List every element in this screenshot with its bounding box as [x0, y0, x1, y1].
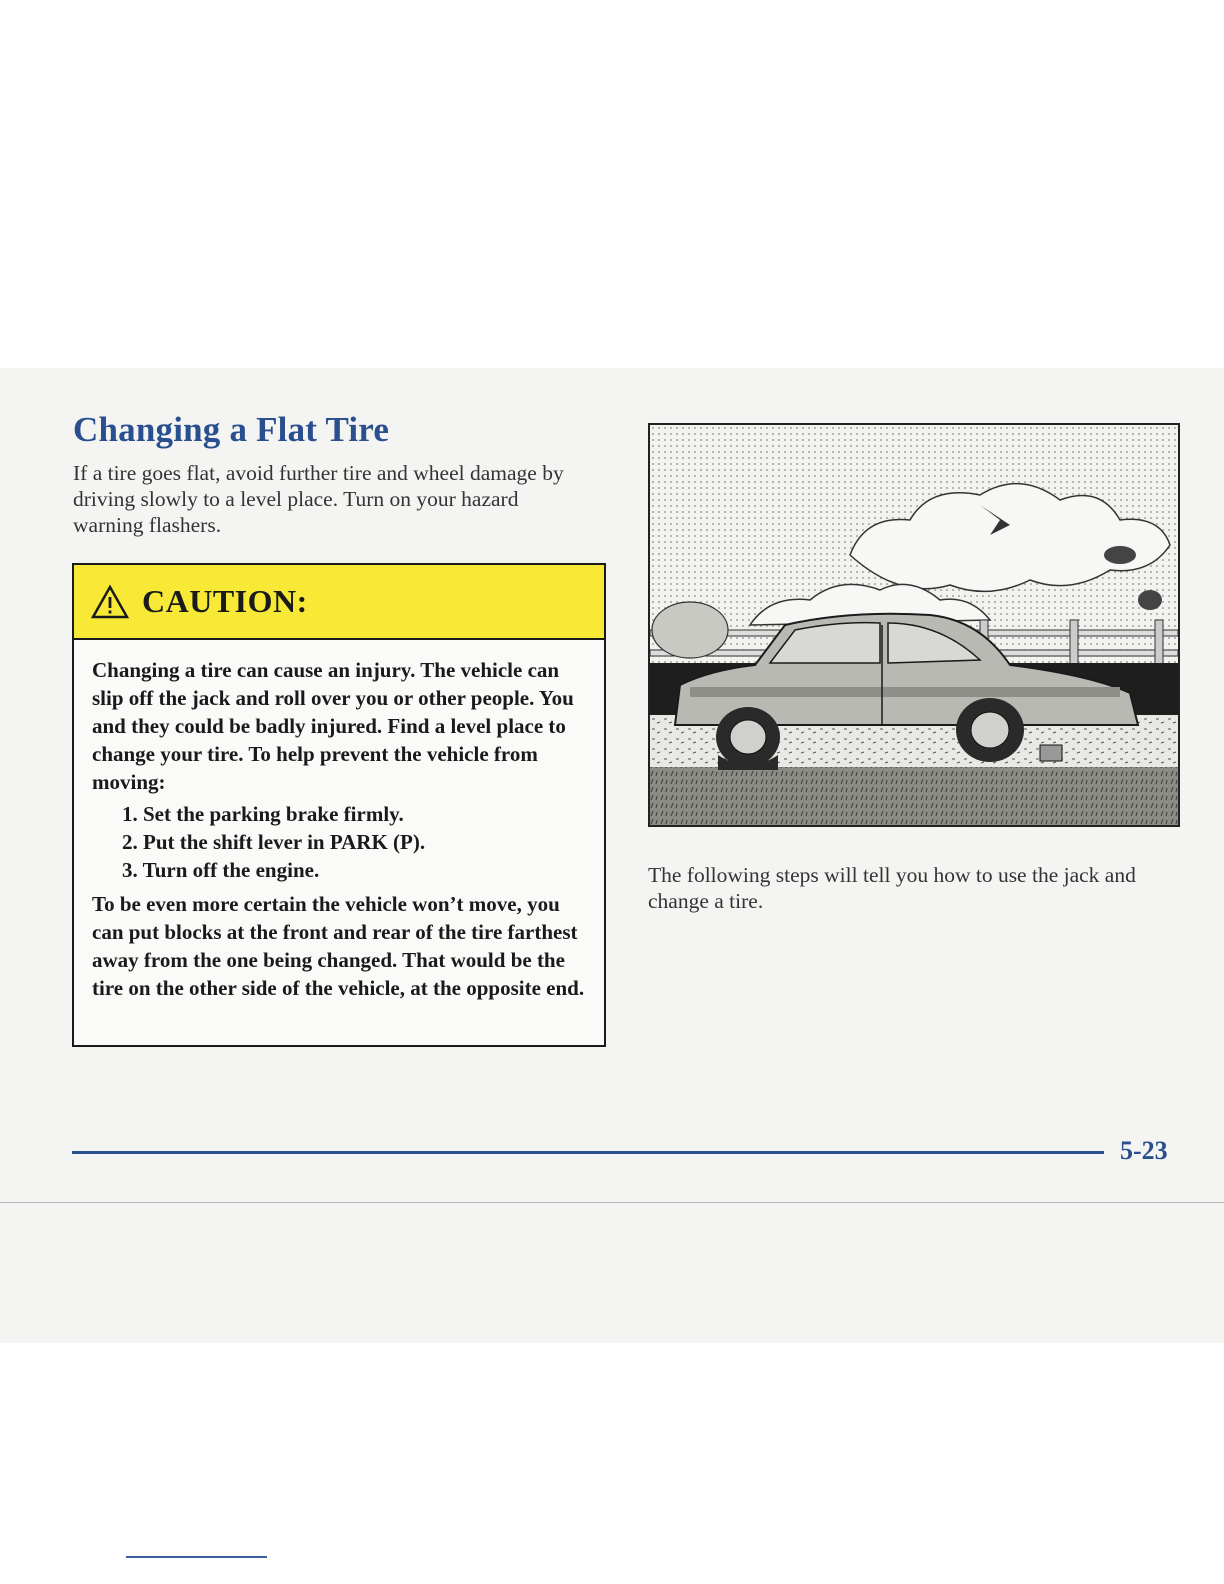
caution-box	[72, 563, 606, 1047]
scan-edge-line	[0, 1202, 1224, 1203]
caution-step: 3. Turn off the engine.	[122, 858, 320, 882]
caution-step: 1. Set the parking brake firmly.	[122, 802, 404, 826]
page-title: Changing a Flat Tire	[73, 410, 390, 449]
caution-paragraph-2: To be even more certain the vehicle won’t move, you can put blocks at the front and rear of the tire farthest away from the one being changed. That would be the tire on the other side of the vehicle, at the opposite end.	[92, 892, 585, 1000]
footer-rule	[72, 1151, 1104, 1154]
intro-paragraph: If a tire goes flat, avoid further tire and wheel damage by driving slowly to a level place. Turn on your hazard warning flashers.	[73, 461, 564, 537]
caution-steps-list	[122, 800, 586, 884]
caution-body	[74, 640, 604, 1002]
stray-rule	[126, 1556, 267, 1558]
page-number: 5-23	[1120, 1136, 1168, 1165]
caution-step: 2. Put the shift lever in PARK (P).	[122, 830, 426, 854]
warning-triangle-icon	[90, 584, 130, 620]
caution-header	[74, 565, 604, 640]
caution-paragraph-1: Changing a tire can cause an injury. The vehicle can slip off the jack and roll over you or other people. You and they could be badly injured. Find a level place to change your tire. To help prevent the vehicle from moving:	[92, 658, 574, 794]
caution-heading: CAUTION:	[142, 583, 308, 619]
flat-tire-illustration	[648, 423, 1180, 827]
figure-followup-text: The following steps will tell you how to use the jack and change a tire.	[648, 863, 1136, 913]
